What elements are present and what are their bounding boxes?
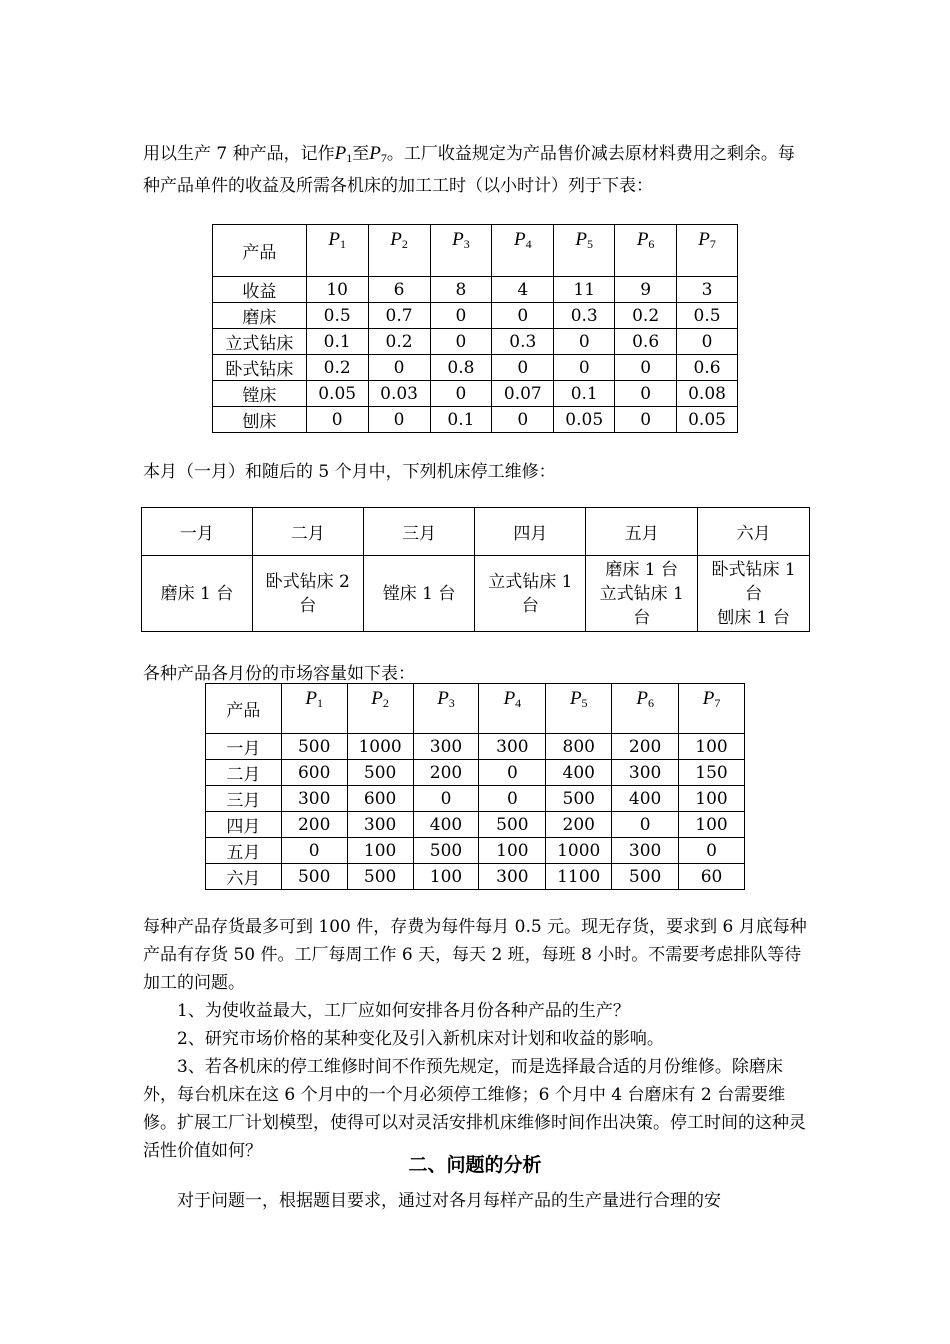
table3-cell: 60 [679,864,745,890]
table3-product-header: $P_3$ [413,684,479,734]
table1-row [213,355,738,381]
table1-cell: 0.05 [306,381,368,407]
table3-cell: 200 [281,812,347,838]
table3-product-header: $P_7$ [679,684,745,734]
maintenance-line: 磨床 1 台 [605,559,679,580]
table3-cell: 200 [413,760,479,786]
table2-header-row [142,508,810,556]
table1-cell: 0.2 [306,355,368,381]
table3-cell: 500 [281,734,347,760]
question-1: 1、为使收益最大，工厂应如何安排各月份各种产品的生产？ [177,1001,630,1021]
table1-cell: 9 [615,277,677,303]
p1-symbol: P [334,143,347,164]
month-header: 六月 [698,508,810,556]
intro-text-a: 用以生产 7 种产品，记作 [143,144,335,164]
table1-cell: 0.1 [430,407,492,433]
maintenance-cell [586,556,698,632]
month-header: 一月 [142,508,253,556]
table1-row-label: 收益 [213,277,307,303]
table1-cell: 0.05 [677,407,738,433]
table1-cell: 0.1 [554,381,615,407]
table3-cell: 0 [479,760,546,786]
table1-row-label: 刨床 [213,407,307,433]
table3-row-label: 六月 [206,864,282,890]
table1-cell: 0 [368,407,430,433]
table1-row [213,277,738,303]
table3-cell: 300 [612,760,679,786]
table3-cell: 100 [679,786,745,812]
maintenance-line: 台 [299,595,317,616]
table1-product-header: $P_2$ [368,225,430,277]
table1-cell: 0 [492,355,554,381]
table3-product-header: $P_5$ [546,684,612,734]
table1-cell: 0.3 [492,329,554,355]
table1-cell: 0.2 [615,303,677,329]
table3-cell: 500 [479,812,546,838]
table1-cell: 8 [430,277,492,303]
table3-row [206,760,745,786]
table1-cell: 0 [615,381,677,407]
table3-row-label: 一月 [206,734,282,760]
table1-cell: 0 [430,329,492,355]
table3-product-header: $P_1$ [281,684,347,734]
maintenance-line: 台 [633,607,651,628]
maintenance-line: 台 [521,595,539,616]
month-header: 五月 [586,508,698,556]
table1-cell: 0 [677,329,738,355]
table3-cell: 0 [479,786,546,812]
table1-row-label: 立式钻床 [213,329,307,355]
table1-cell: 0 [492,407,554,433]
maintenance-line: 立式钻床 1 [599,583,684,604]
maintenance-line: 台 [745,583,763,604]
maintenance-intro: 本月（一月）和随后的 5 个月中，下列机床停工维修： [143,462,556,482]
table3-cell: 600 [347,786,413,812]
month-header: 二月 [252,508,363,556]
table3-cell: 500 [281,864,347,890]
table1-cell: 0.6 [615,329,677,355]
table1-product-header: $P_3$ [430,225,492,277]
table1-cell: 0 [554,355,615,381]
table1-row-label: 磨床 [213,303,307,329]
table1-cell: 0.1 [306,329,368,355]
table1-product-header: $P_1$ [306,225,368,277]
table1-cell: 11 [554,277,615,303]
table3-cell: 300 [479,864,546,890]
table3-cell: 600 [281,760,347,786]
table3-product-header: $P_2$ [347,684,413,734]
maintenance-line: 刨床 1 台 [717,607,790,628]
maintenance-line: 卧式钻床 1 [711,559,796,580]
table3-cell: 0 [413,786,479,812]
table3-cell: 100 [347,838,413,864]
table1-cell: 4 [492,277,554,303]
table3-product-header: $P_6$ [612,684,679,734]
maintenance-line: 磨床 1 台 [160,583,234,604]
table1-cell: 0.05 [554,407,615,433]
table3-cell: 100 [679,734,745,760]
table1-cell: 0 [492,303,554,329]
table1-cell: 0.5 [677,303,738,329]
month-header: 三月 [363,508,475,556]
table3-cell: 100 [413,864,479,890]
table3-cell: 300 [612,838,679,864]
table1-cell: 0.7 [368,303,430,329]
table1-product-header: $P_5$ [554,225,615,277]
maintenance-line: 卧式钻床 2 [265,571,350,592]
table3-cell: 500 [347,864,413,890]
table3-cell: 0 [679,838,745,864]
table3-cell: 200 [612,734,679,760]
maintenance-line: 立式钻床 1 [488,571,573,592]
table1-product-header: $P_7$ [677,225,738,277]
table3-row-label: 二月 [206,760,282,786]
month-header: 四月 [475,508,586,556]
table2-body-row [142,556,810,632]
table3-cell: 500 [413,838,479,864]
table3-cell: 1000 [347,734,413,760]
table3-row-label: 三月 [206,786,282,812]
table1-row [213,329,738,355]
intro-text-b: 。工厂收益规定为产品售价减去原材料费用之剩余。每种产品单件的收益及所需各机床的加工工时（以小时计）列于下表： [143,144,795,196]
intro-paragraph [143,140,811,200]
maintenance-cell [142,556,253,632]
table3-cell: 400 [546,760,612,786]
table1-cell: 0 [554,329,615,355]
table3-cell: 800 [546,734,612,760]
maintenance-table [141,507,810,632]
market-intro: 各种产品各月份的市场容量如下表： [143,664,415,684]
question-3: 3、若各机床的停工维修时间不作预先规定，而是选择最合适的月份维修。除磨床外，每台机床在这 6 个月中的一个月必须停工维修；6 个月中 4 台磨床有 2 台需要维修。扩展工厂计划模型，使得可以对灵活安排机床维修时间作出决策。停工时间的这种灵活性价值如何？ [143,1057,806,1161]
storage-paragraph: 每种产品存货最多可到 100 件，存费为每件每月 0.5 元。现无存货，要求到 6 月底每种产品有存货 50 件。工厂每周工作 6 天，每天 2 班，每班 8 小时。不需要考虑排队等待加工的问题。 [143,917,807,993]
table1-row-label: 卧式钻床 [213,355,307,381]
table1-cell: 0.2 [368,329,430,355]
table1-cell: 0.8 [430,355,492,381]
table1-cell: 0 [615,355,677,381]
table3-cell: 100 [679,812,745,838]
table1-cell: 0 [306,407,368,433]
table1-row-label: 镗床 [213,381,307,407]
table1-cell: 10 [306,277,368,303]
table1-cell: 0.03 [368,381,430,407]
table3-row [206,734,745,760]
p7-symbol: P [369,143,381,164]
table1-cell: 0 [368,355,430,381]
table1-cell: 0.5 [306,303,368,329]
table3-row [206,838,745,864]
revenue-hours-table [212,224,738,433]
table3-cell: 500 [612,864,679,890]
table3-cell: 100 [479,838,546,864]
table1-row [213,381,738,407]
table3-row-label: 五月 [206,838,282,864]
market-capacity-table [205,683,745,890]
maintenance-cell [698,556,810,632]
table1-header-row [213,225,738,277]
table3-row [206,864,745,890]
table1-product-header: $P_4$ [492,225,554,277]
analysis-paragraph: 对于问题一，根据题目要求，通过对各月每样产品的生产量进行合理的安 [177,1191,721,1211]
table3-cell: 500 [546,786,612,812]
table3-row-label: 四月 [206,812,282,838]
table3-row [206,812,745,838]
table3-cell: 0 [281,838,347,864]
table1-header-label: 产品 [213,225,307,277]
table1-cell: 0.08 [677,381,738,407]
intro-to: 至 [352,144,370,164]
table1-cell: 0.3 [554,303,615,329]
table1-cell: 0.6 [677,355,738,381]
table1-cell: 6 [368,277,430,303]
table3-header-label: 产品 [206,684,282,734]
maintenance-cell [363,556,475,632]
table3-cell: 400 [413,812,479,838]
table1-product-header: $P_6$ [615,225,677,277]
table3-cell: 1100 [546,864,612,890]
table1-cell: 3 [677,277,738,303]
p7-subscript: 7 [380,151,387,165]
table1-row [213,407,738,433]
maintenance-line: 镗床 1 台 [382,583,456,604]
table3-cell: 300 [479,734,546,760]
table3-cell: 0 [612,812,679,838]
table3-row [206,786,745,812]
table3-product-header: $P_4$ [479,684,546,734]
maintenance-cell [475,556,586,632]
table1-cell: 0 [430,303,492,329]
table1-cell: 0 [615,407,677,433]
table3-header-row [206,684,745,734]
maintenance-cell [252,556,363,632]
table3-cell: 300 [413,734,479,760]
table1-row [213,303,738,329]
table3-cell: 400 [612,786,679,812]
table3-cell: 300 [281,786,347,812]
table1-cell: 0 [430,381,492,407]
question-2: 2、研究市场价格的某种变化及引入新机床对计划和收益的影响。 [177,1029,664,1049]
p1-subscript: 1 [346,151,353,165]
table1-cell: 0.07 [492,381,554,407]
table3-cell: 300 [347,812,413,838]
table3-cell: 200 [546,812,612,838]
table3-cell: 1000 [546,838,612,864]
table3-cell: 500 [347,760,413,786]
section-heading: 二、问题的分析 [408,1154,542,1176]
table3-cell: 150 [679,760,745,786]
